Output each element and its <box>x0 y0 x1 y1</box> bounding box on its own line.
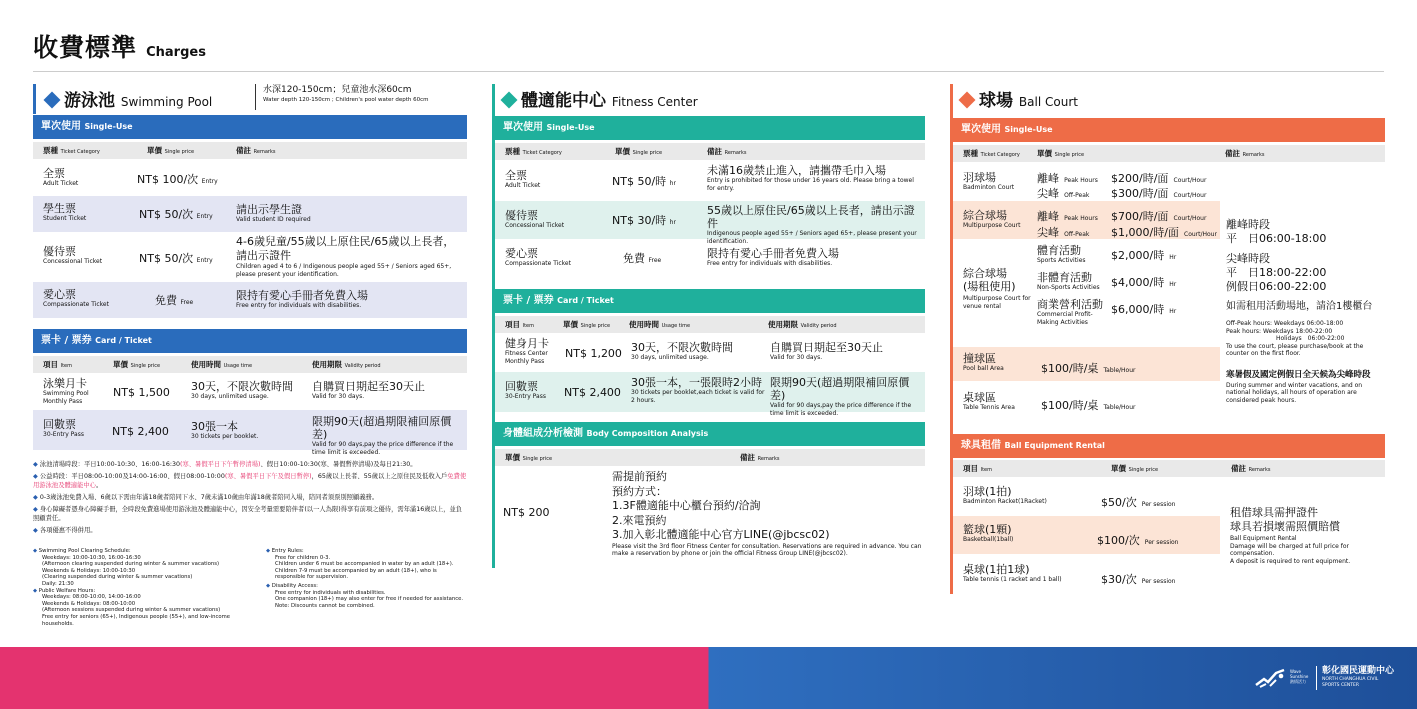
page-title <box>33 28 206 64</box>
table-row: 愛心票 Compassionate Ticket 免費 Free 限持有愛心手冊者免費入場 Free entry for individuals with disabilities. <box>505 247 839 267</box>
fitness-card-header: 票卡 / 票券 Card / Ticket <box>495 289 925 313</box>
table-row: 桌球區 Table Tennis Area $100/時/桌 Table/Hour <box>963 391 1136 412</box>
note-line: ◆ 泳池清場時段：平日10:00-10:30、16:00-16:30(寒、暑假平日下午暫停清場)、假日10:00-10:30(寒、暑假暫停清場)及每日21:30。 <box>33 461 417 468</box>
remark: 請出示學生證 <box>236 203 302 216</box>
validity-en: Valid for 90 days,pay the price difference if the time limit is exceeded. <box>312 441 454 456</box>
pool-card-title-zh: 票卡 / 票券 <box>41 335 92 346</box>
usage-en: 30 tickets per booklet. <box>191 433 259 440</box>
title-divider <box>33 71 1384 72</box>
runner-logo-icon <box>1254 667 1286 689</box>
col-validity: 使用期限 Validity period <box>312 360 381 369</box>
footer-logo <box>1252 664 1402 692</box>
fitness-single-subheader: 票種 Ticket Category 單價 Single price 備註 Remarks <box>495 143 925 160</box>
page-title-en: Charges <box>146 45 206 60</box>
col-price: 單價 Single price <box>113 360 161 369</box>
remark-en: Children aged 4 to 6 / Indigenous people aged 55+ / Seniors aged 65+, please present your identification. <box>236 263 452 278</box>
org-name: 彰化國民運動中心 <box>1322 666 1395 676</box>
court-single-use-header: 單次使用 Single-Use <box>953 118 1385 142</box>
pool-header <box>33 84 467 114</box>
pool-depth-box <box>255 84 470 110</box>
note-en-block: ◆ Entry Rules: Free for children 0-3. Children under 6 must be accompanied in water by an adult (18+). Children 7-9 must be accompanied by an adult (18+), who is responsible for supervision. <box>266 548 454 581</box>
body-analysis-price: NT$ 200 <box>503 506 550 519</box>
item-name: 泳樂月卡 <box>43 377 87 390</box>
col-price: 單價 Single price <box>147 146 195 155</box>
table-row <box>33 196 467 232</box>
body-analysis-header: 身體組成分析檢測 Body Composition Analysis <box>495 422 925 446</box>
ticket-name: 愛心票 <box>43 288 76 301</box>
fitness-section <box>492 84 925 568</box>
remark: 4-6歲兒童/55歲以上原住民/65歲以上長者，請出示證件 <box>236 235 455 262</box>
logo-text: Sunshine <box>1290 674 1309 679</box>
ticket-price: NT$ 100/次 Entry <box>137 173 218 186</box>
fitness-header <box>501 86 698 111</box>
table-row: 優待票 Concessional Ticket NT$ 30/時 hr 55歲以上原住民/65歲以上長者，請出示證件 Indigenous people aged 55+ / Seniors aged 65+, please present your identification. <box>495 201 925 239</box>
court-single-subheader: 票種 Ticket Category 單價 Single price 備註 Remarks <box>953 145 1385 162</box>
pool-section <box>33 84 467 454</box>
diamond-icon <box>501 92 518 109</box>
ticket-name-en: Student Ticket <box>43 215 87 222</box>
ticket-price: NT$ 50/次 Entry <box>139 208 213 221</box>
remark: 限持有愛心手冊者免費入場 <box>236 289 368 302</box>
pool-title-en: Swimming Pool <box>120 95 213 109</box>
pool-depth-zh: 水深120-150cm；兒童池水深60cm <box>263 85 412 95</box>
table-row: 健身月卡 Fitness Center Monthly Pass NT$ 1,200 30天，不限次數時間 30 days, unlimited usage. 自購買日期起至30天止 Valid for 30 days. <box>505 337 883 365</box>
table-row: 桌球(1拍1球) Table tennis (1 racket and 1 ball) $30/次 Per session <box>963 563 1176 586</box>
table-row: 綜合球場 (場租使用) Multipurpose Court for venue rental 體育活動 Sports Activities $2,000/時 Hr 非體育活動 Non-Sports Activities $4,000/時 Hr 商業營利活動 Commercial Profit-Making Activities $6,000/時 Hr <box>963 244 1177 326</box>
table-row: 撞球區 Pool ball Area $100/時/桌 Table/Hour <box>953 347 1220 381</box>
ticket-price: NT$ 50/時 hr <box>612 175 676 188</box>
pool-single-title-zh: 單次使用 <box>41 121 81 132</box>
usage-en: 30 days, unlimited usage. <box>191 393 269 400</box>
remark-en: Free entry for individuals with disabilities. <box>236 302 362 309</box>
rental-remarks: 租借球具需押證件 球具若損壞需照價賠償 Ball Equipment Rental Damage will be charged at full price for compensation. A deposit is required to rent equipment. <box>1230 506 1351 565</box>
fitness-single-use-header: 單次使用 Single-Use <box>495 116 925 140</box>
body-analysis-subheader: 單價 Single price 備註 Remarks <box>495 449 925 466</box>
pool-title-zh: 游泳池 <box>64 91 115 111</box>
pool-card-header <box>33 329 467 353</box>
rental-header: 球具租借 Ball Equipment Rental <box>953 434 1385 458</box>
ticket-price: NT$ 50/次 Entry <box>139 252 213 265</box>
note-en-block: ◆ Public Welfare Hours: Weekdays: 08:00-10:00, 14:00-16:00 Weekends & Holidays: 08:00-10:00 (Afternoon sessions suspended during winter & summer vacations) Free entry for seniors (65+), Indigenous people (55+), and low-income households. <box>33 587 231 627</box>
ticket-name: 學生票 <box>43 202 76 215</box>
logo-text: 熱情活力 <box>1290 679 1306 684</box>
item-name-en: Swimming Pool Monthly Pass <box>43 390 89 405</box>
table-row: 羽球(1拍) Badminton Racket(1Racket) $50/次 Per session <box>963 485 1176 509</box>
note-en-block: ◆ Swimming Pool Clearing Schedule: Weekdays: 10:00-10:30, 16:00-16:30 (Afternoon clearing suspended during winter & summer vacations) Weekends & Holidays: 10:00-10:30 (Clearing suspended during winter & summer vacations) Daily: 21:30 <box>33 548 220 587</box>
footer-bar <box>0 647 1417 709</box>
table-row: 綜合球場 Multipurpose Court 離峰 Peak Hours $700/時/面 Court/Hour 尖峰 Off-Peak $1,000/時/面 Court/Hour <box>953 201 1220 239</box>
table-row <box>33 410 467 456</box>
note-line: ◆ 各項優惠不得併用。 <box>33 527 97 534</box>
table-row <box>33 232 467 282</box>
validity: 限期90天(超過期限補回原價差) <box>312 415 452 441</box>
court-header: 球場 Ball Court <box>959 86 1078 111</box>
pool-notes-en-right <box>266 548 466 609</box>
pool-notes-en-left <box>33 548 248 627</box>
diamond-icon <box>959 92 976 109</box>
table-row <box>33 162 467 196</box>
fitness-title-zh: 體適能中心 <box>521 91 606 111</box>
ticket-name: 優待票 <box>43 245 76 258</box>
usage: 30天，不限次數時間 <box>191 380 293 393</box>
ticket-name-en: Adult Ticket <box>43 180 79 187</box>
note-en-block: ◆ Disability Access: Free entry for individuals with disabilities. One companion (18+) may also enter for free if needed for assistance. Note: Discounts cannot be combined. <box>266 582 464 609</box>
note-line: ◆ 身心障礙者憑身心障礙手冊，全時段免費進場使用游泳池及體適能中心，因安全考量需要陪伴者(以一人為限)得享有前項之優待，需年滿16歲以上，並負照顧責任。 <box>33 506 463 522</box>
pool-single-title-en: Single-Use <box>84 122 133 131</box>
table-row: 羽球場 Badminton Court 離峰 Peak Hours $200/時/面 Court/Hour 尖峰 Off-Peak $300/時/面 Court/Hour <box>963 171 1207 200</box>
validity: 自購買日期起至30天止 <box>312 380 425 393</box>
ticket-name-en: Concessional Ticket <box>43 258 103 265</box>
col-item: 項目 Item <box>43 360 73 369</box>
page-title-zh: 收費標準 <box>33 33 138 62</box>
table-row <box>33 374 467 410</box>
ticket-price: 免費 Free <box>155 294 194 307</box>
note-line: ◆ 公益時段：平日08:00-10:00及14:00-16:00、假日08:00-10:00(寒、暑假平日下午及假日暫停)，65歲以上長者、55歲以上之原住民及低收入戶免費使用游泳池及體適能中心。 <box>33 473 467 489</box>
court-section <box>950 84 1385 594</box>
logo-text: Wave <box>1290 669 1301 674</box>
ticket-name-en: Compassionate Ticket <box>43 301 109 308</box>
pool-card-title-en: Card / Ticket <box>95 336 152 345</box>
fitness-card-subheader: 項目 Item 單價 Single price 使用時間 Usage time 使用期限 Validity period <box>495 316 925 333</box>
org-name-en: SPORTS CENTER <box>1322 683 1360 688</box>
court-remarks: 離峰時段 平 日06:00-18:00 尖峰時段 平 日18:00-22:00 例假日06:00-22:00 如需租用活動場地，請洽1樓櫃台 Off-Peak hours: Weekdays 06:00-18:00 Peak hours: Weekdays 18:00-22:00 Holidays 06:00-22:00 To use the court, please purchase/book at the counter on the first floor. 寒暑假及國定例假日全天候為尖峰時段 During summer and winter vacations, and on national holidays, all hours of operation are considered peak hours. <box>1226 218 1373 404</box>
pool-single-use-header <box>33 115 467 139</box>
pool-notes <box>33 460 467 535</box>
rental-subheader: 項目 Item 單價 Single price 備註 Remarks <box>953 460 1385 477</box>
pool-card-subheader <box>33 356 467 373</box>
logo-divider <box>1316 666 1317 690</box>
item-name-en: 30-Entry Pass <box>43 431 84 438</box>
col-remarks: 備註 Remarks <box>236 146 276 155</box>
pool-depth-en: Water depth 120-150cm ; Children's pool water depth 60cm <box>263 97 429 103</box>
org-name-en: NORTH CHANGHUA CIVIL <box>1322 677 1379 682</box>
table-row: 回數票 30-Entry Pass NT$ 2,400 30張一本，一張限時2小時 30 tickets per booklet,each ticket is valid for 2 hours. 限期90天(超過期限補回原價差) Valid for 90 days,pay the price difference if the time limit is exceeded. <box>495 372 925 412</box>
col-ticket: 票種 Ticket Category <box>43 146 100 155</box>
usage: 30張一本 <box>191 420 238 433</box>
table-row <box>33 282 467 318</box>
item-price: NT$ 2,400 <box>112 425 169 438</box>
remark-en: Valid student ID required <box>236 216 311 223</box>
table-row: 全票 Adult Ticket NT$ 50/時 hr 未滿16歲禁止進入，請攜帶毛巾入場 Entry is prohibited for those under 16 years old. Please bring a towel for entry. <box>505 164 914 192</box>
col-usage: 使用時間 Usage time <box>191 360 253 369</box>
body-analysis-remark: 需提前預約 預約方式： 1.3F體適能中心櫃台預約/洽詢 2.來電預約 3.加入彰北體適能中心官方LINE(@jbcsc02) Please visit the 3rd floor Fitness Center for consultation. Reservations are required in advance. You can make a reservation by phone or join the official Fitness Group LINE(@jbcsc02). <box>612 470 922 557</box>
pool-single-subheader <box>33 142 467 159</box>
item-price: NT$ 1,500 <box>113 386 170 399</box>
note-line: ◆ 0-3歲泳池免費入場、6歲以下需由年滿18歲者陪同下水、7歲未滿10歲由年滿18歲者陪同入場，陪同者須票別照顧義務。 <box>33 494 379 501</box>
validity-en: Valid for 30 days. <box>312 393 365 400</box>
item-name: 回數票 <box>43 418 76 431</box>
table-row: 籃球(1顆) Basketball(1ball) $100/次 Per session <box>953 516 1220 554</box>
fitness-title-en: Fitness Center <box>611 95 698 109</box>
diamond-icon <box>44 92 61 109</box>
ticket-name: 全票 <box>43 167 65 180</box>
